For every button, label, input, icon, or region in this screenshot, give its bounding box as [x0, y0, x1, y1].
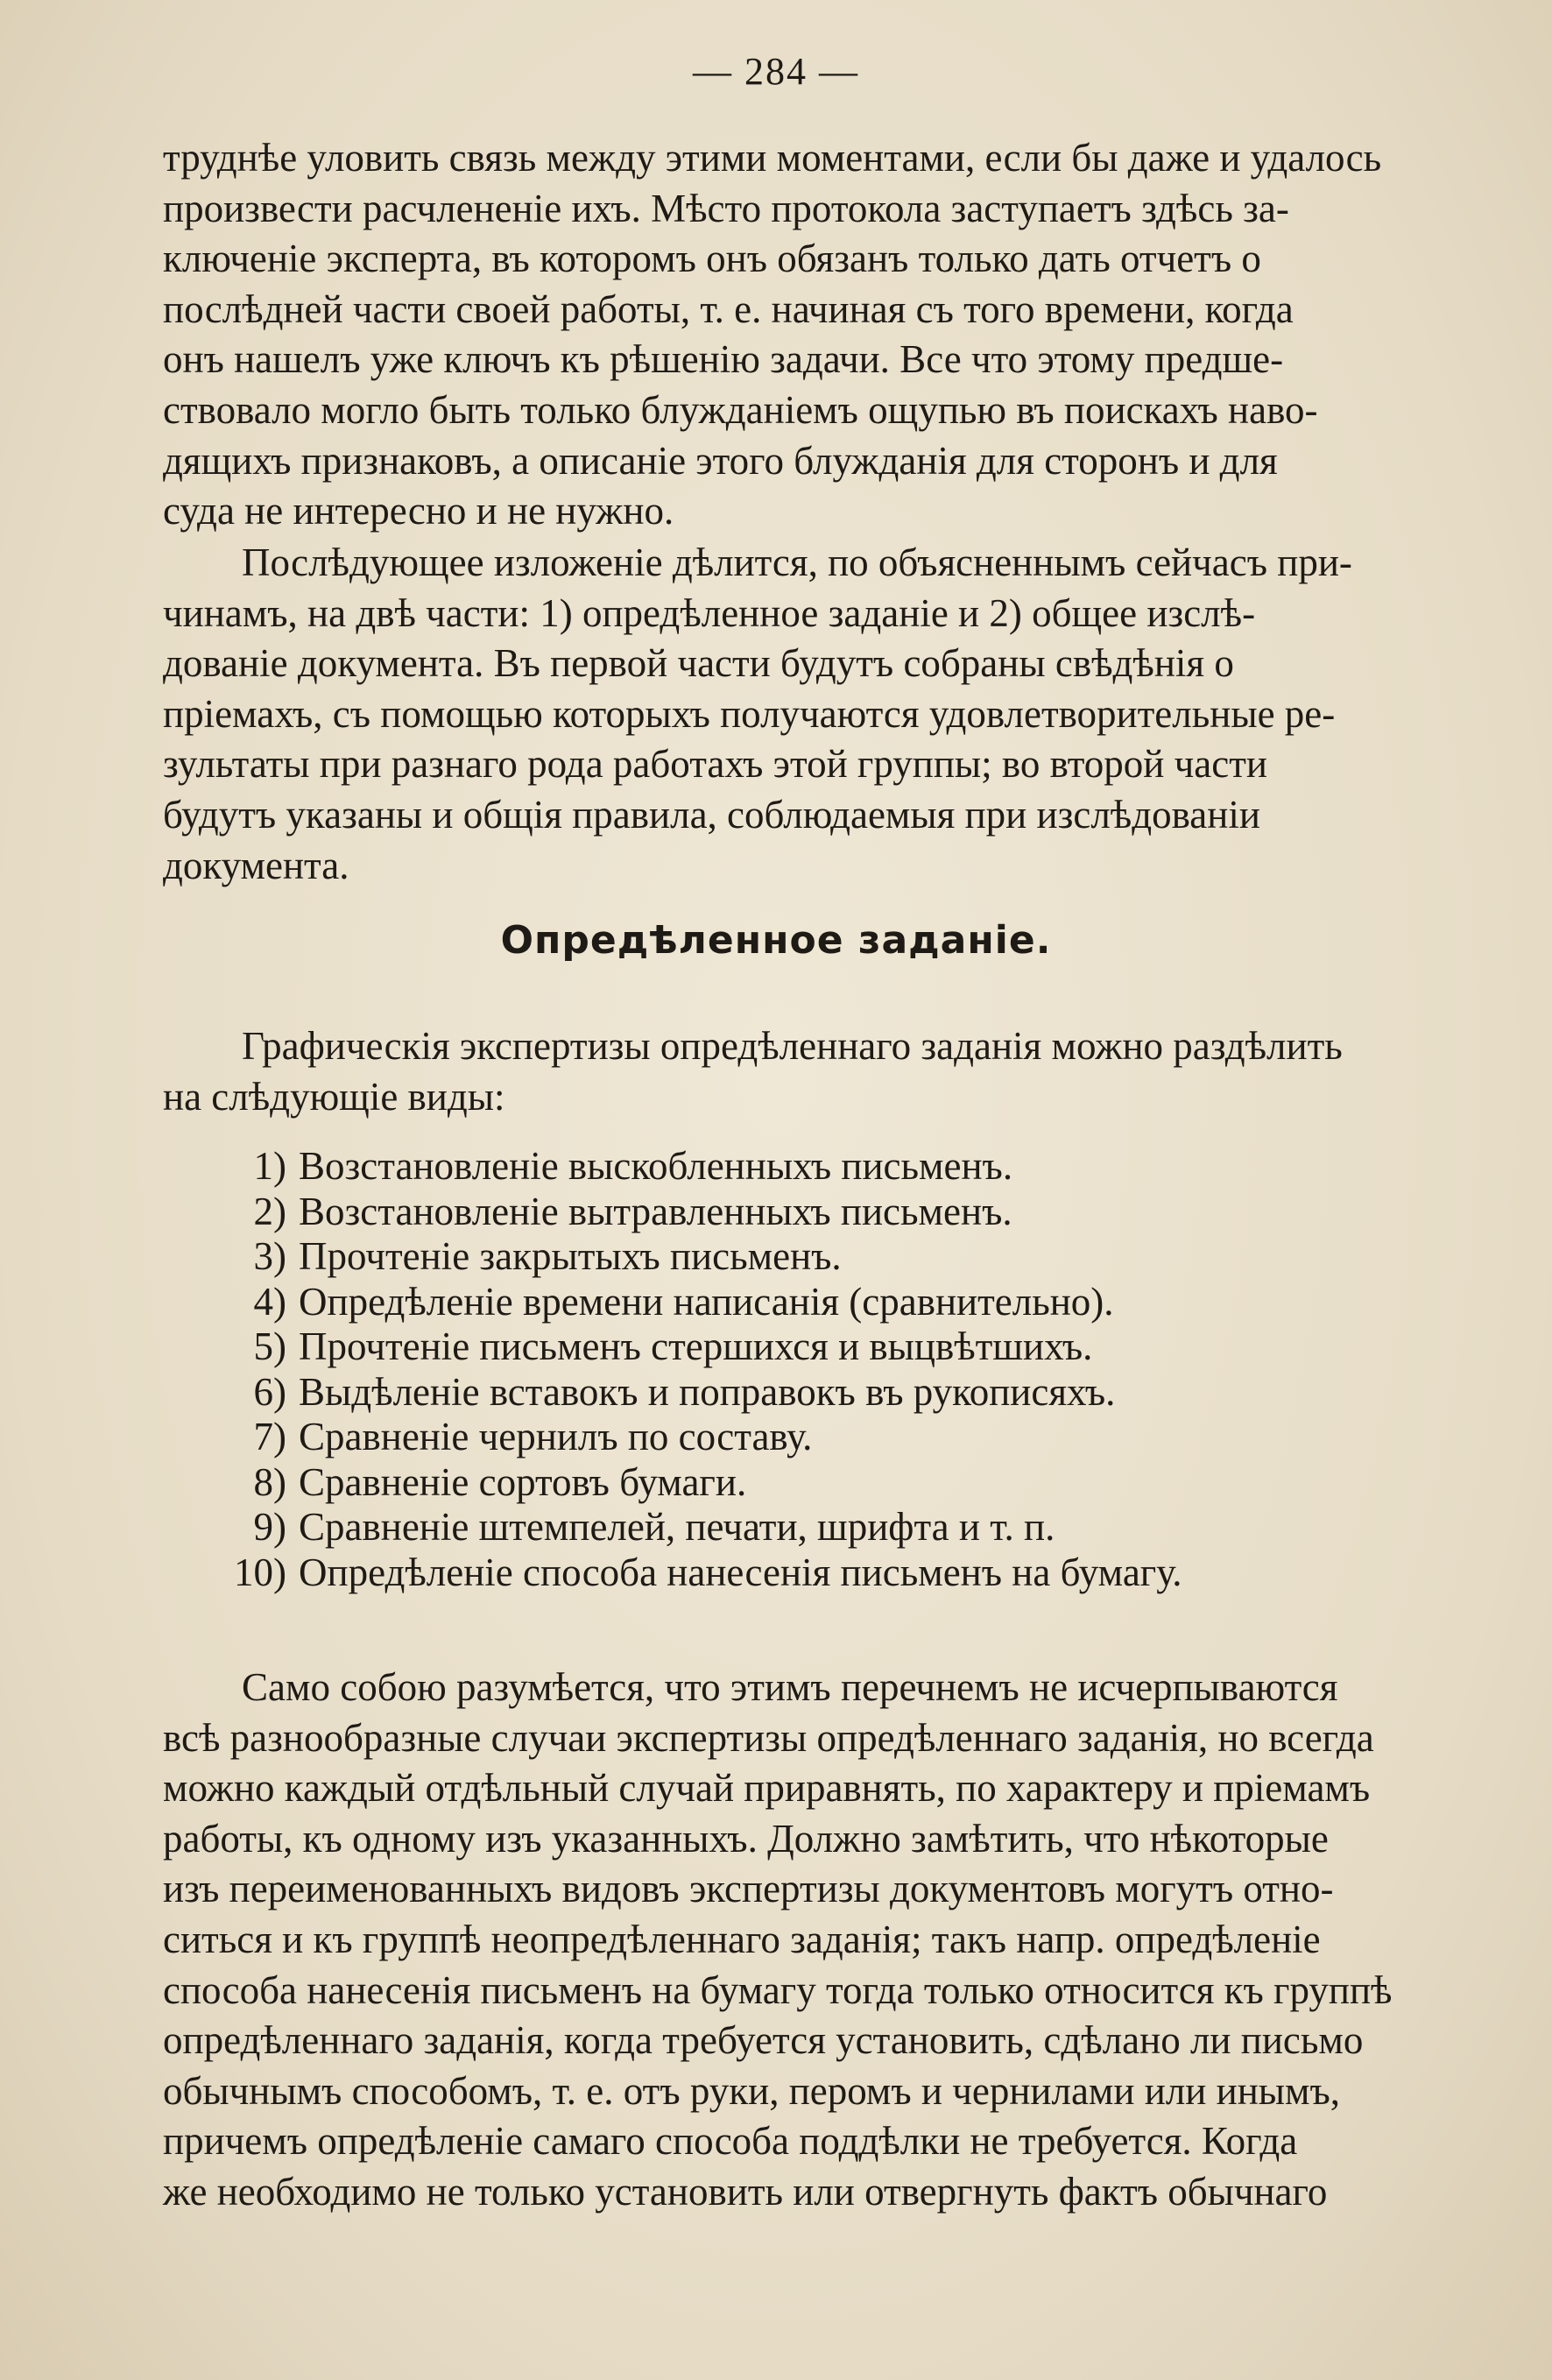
- text-line: будутъ указаны и общія правила, соблюдаемыя при изслѣдованіи: [163, 792, 1260, 837]
- list-item: 7) Сравненіе чернилъ по составу.: [253, 1415, 813, 1458]
- text-line: Графическія экспертизы опредѣленнаго заданія можно раздѣлить: [242, 1024, 1343, 1068]
- text-line: пріемахъ, съ помощью которыхъ получаются удовлетворительные ре-: [163, 691, 1336, 736]
- page-number: — 284 —: [693, 50, 859, 93]
- intro-paragraph: [163, 1021, 1468, 1122]
- text-line: послѣдней части своей работы, т. е. начиная съ того времени, когда: [163, 286, 1294, 331]
- list-item: 2) Возстановленіе вытравленныхъ письменъ.: [253, 1189, 1012, 1233]
- closing-paragraph: [163, 1663, 1468, 2218]
- list-item: 3) Прочтеніе закрытыхъ письменъ.: [253, 1234, 842, 1278]
- text-line: ключеніе эксперта, въ которомъ онъ обязанъ только дать отчетъ о: [163, 237, 1261, 281]
- list-item: 8) Сравненіе сортовъ бумаги.: [253, 1459, 747, 1504]
- text-line: зультаты при разнаго рода работахъ этой группы; во второй части: [163, 742, 1267, 787]
- list-item: 4) Опредѣленіе времени написанія (сравнительно).: [253, 1279, 1114, 1324]
- text-line: ситься и къ группѣ неопредѣленнаго заданія; такъ напр. опредѣленіе: [163, 1917, 1321, 1961]
- text-line: всѣ разнообразные случаи экспертизы опредѣленнаго заданія, но всегда: [163, 1715, 1374, 1760]
- text-line: онъ нашелъ уже ключъ къ рѣшенію задачи. Все что этому предше-: [163, 337, 1284, 382]
- text-line: документа.: [163, 843, 349, 887]
- list-item: 1) Возстановленіе выскобленныхъ письменъ.: [253, 1144, 1013, 1188]
- text-line: обычнымъ способомъ, т. е. отъ руки, перомъ и чернилами или инымъ,: [163, 2068, 1341, 2113]
- text-line: ствовало могло быть только блужданіемъ ощупью въ поискахъ наво-: [163, 387, 1318, 432]
- text-line: же необходимо не только установить или отвергнуть фактъ обычнаго: [163, 2169, 1328, 2214]
- text-line: Само собою разумѣется, что этимъ перечнемъ не исчерпываются: [242, 1665, 1338, 1709]
- text-line: дованіе документа. Въ первой части будутъ собраны свѣдѣнія о: [163, 641, 1234, 686]
- text-line: на слѣдующіе виды:: [163, 1074, 505, 1119]
- section-heading: Опредѣленное заданіе.: [500, 918, 1052, 963]
- paragraph-2: [163, 538, 1468, 891]
- text-line: Послѣдующее изложеніе дѣлится, по объясненнымъ сейчасъ при-: [242, 540, 1352, 584]
- text-line: чинамъ, на двѣ части: 1) опредѣленное заданіе и 2) общее изслѣ-: [163, 590, 1256, 635]
- types-list: [163, 1144, 1468, 1595]
- text-line: способа нанесенія письменъ на бумагу тогда только относится къ группѣ: [163, 1967, 1393, 2012]
- text-line: произвести расчлененіе ихъ. Мѣсто протокола заступаетъ здѣсь за-: [163, 186, 1289, 230]
- list-item: 5) Прочтеніе письменъ стершихся и выцвѣтшихъ.: [253, 1324, 1093, 1368]
- list-item: 9) Сравненіе штемпелей, печати, шрифта и т. п.: [253, 1505, 1055, 1549]
- text-line: труднѣе уловить связь между этими моментами, если бы даже и удалось: [163, 136, 1382, 180]
- list-item: 6) Выдѣленіе вставокъ и поправокъ въ рукописяхъ.: [253, 1369, 1116, 1414]
- text-line: можно каждый отдѣльный случай приравнять, по характеру и пріемамъ: [163, 1766, 1371, 1811]
- text-line: причемъ опредѣленіе самаго способа поддѣлки не требуется. Когда: [163, 2119, 1298, 2164]
- text-line: опредѣленнаго заданія, когда требуется установить, сдѣлано ли письмо: [163, 2018, 1364, 2063]
- list-item: 10) Опредѣленіе способа нанесенія письменъ на бумагу.: [234, 1550, 1182, 1594]
- text-line: дящихъ признаковъ, а описаніе этого блужданія для сторонъ и для: [163, 438, 1278, 483]
- text-line: изъ переименованныхъ видовъ экспертизы документовъ могутъ отно-: [163, 1867, 1334, 1911]
- text-line: суда не интересно и не нужно.: [163, 489, 674, 533]
- paragraph-1: [163, 133, 1468, 537]
- text-line: работы, къ одному изъ указанныхъ. Должно замѣтить, что нѣкоторые: [163, 1816, 1329, 1861]
